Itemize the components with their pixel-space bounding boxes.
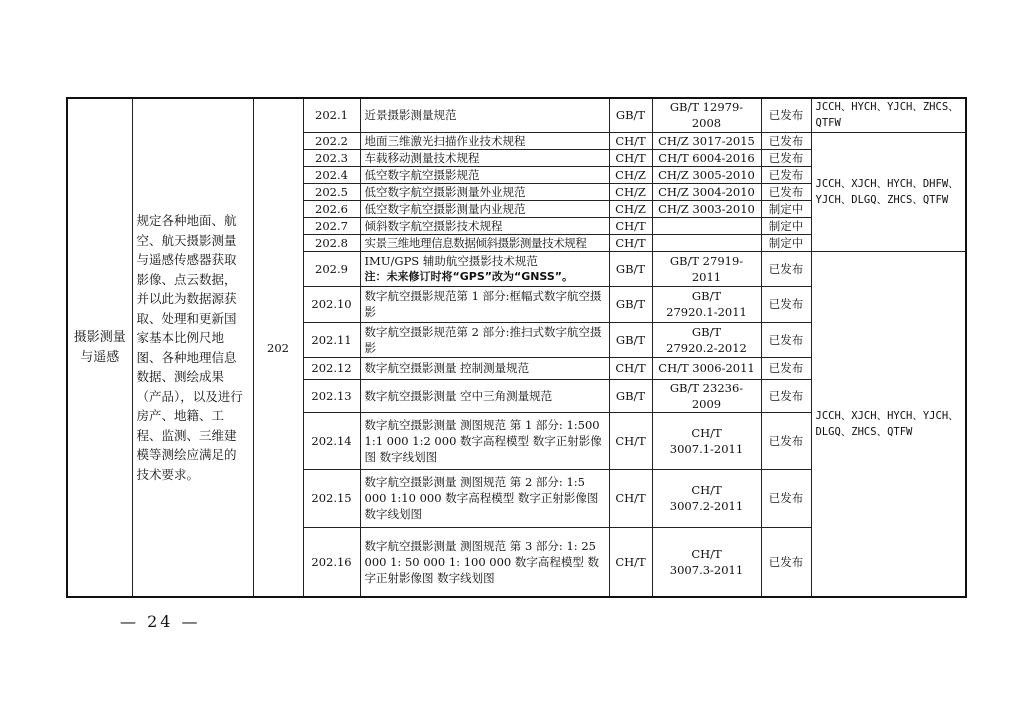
item-number: 202.15 [303, 469, 360, 527]
item-number: 202.2 [303, 132, 360, 149]
item-standard-number: 3007.1-2011 [669, 441, 744, 456]
item-type: CH/Z [609, 183, 652, 200]
item-name: 地面三维激光扫描作业技术规程 [360, 132, 609, 149]
item-status: 已发布 [761, 251, 811, 286]
item-type: GB/T [609, 286, 652, 322]
item-standard-number: 3007.3-2011 [669, 562, 744, 577]
item-standard-cell [652, 469, 761, 527]
item-type: CH/T [609, 527, 652, 597]
item-number: 202.10 [303, 286, 360, 322]
item-number: 202.7 [303, 217, 360, 234]
item-name: 数字航空摄影测量 测图规范 第 1 部分: 1:500 1:1 000 1:2 000 数字高程模型 数字正射影像图 数字线划图 [360, 412, 609, 469]
item-name-cell [360, 251, 609, 286]
item-name: 低空数字航空摄影测量外业规范 [360, 183, 609, 200]
item-number: 202.14 [303, 412, 360, 469]
item-standard [652, 234, 761, 251]
item-standard-prefix: CH/T [691, 483, 722, 497]
item-type: CH/T [609, 469, 652, 527]
item-status: 已发布 [761, 527, 811, 597]
item-status: 制定中 [761, 200, 811, 217]
item-name: 数字航空摄影测量 测图规范 第 2 部分: 1:5 000 1:10 000 数字高程模型 数字正射影像图 数字线划图 [360, 469, 609, 527]
item-type: CH/T [609, 132, 652, 149]
item-standard-prefix: GB/T [691, 324, 722, 339]
item-number: 202.6 [303, 200, 360, 217]
category-cell [67, 98, 132, 597]
item-status: 已发布 [761, 379, 811, 412]
item-note: 注：未来修订时将“GPS”改为“GNSS”。 [364, 269, 574, 283]
item-name: 数字航空摄影测量 空中三角测量规范 [360, 379, 609, 412]
item-type: CH/T [609, 412, 652, 469]
item-number: 202.11 [303, 322, 360, 357]
item-type: CH/T [609, 357, 652, 379]
item-status: 已发布 [761, 412, 811, 469]
item-type: CH/T [609, 149, 652, 166]
item-standard-prefix: CH/T [691, 546, 722, 561]
item-number: 202.12 [303, 357, 360, 379]
item-number: 202.16 [303, 527, 360, 597]
item-standard: CH/Z 3005-2010 [652, 166, 761, 183]
item-type: GB/T [609, 251, 652, 286]
scope-cell [132, 98, 253, 597]
item-name: 低空数字航空摄影测量内业规范 [360, 200, 609, 217]
item-type: GB/T [609, 322, 652, 357]
item-name: 数字航空摄影规范第 1 部分:框幅式数字航空摄影 [360, 286, 609, 322]
item-standard: CH/Z 3017-2015 [652, 132, 761, 149]
item-number: 202.8 [303, 234, 360, 251]
item-standard-number: 27920.2-2012 [666, 340, 747, 355]
item-status: 已发布 [761, 132, 811, 149]
item-standard-prefix: CH/T [691, 425, 722, 440]
item-status: 制定中 [761, 234, 811, 251]
item-standard: GB/T 27919-2011 [652, 251, 761, 286]
item-standard: CH/Z 3003-2010 [652, 200, 761, 217]
item-type: GB/T [609, 379, 652, 412]
item-standard [652, 217, 761, 234]
item-number: 202.9 [303, 251, 360, 286]
item-number: 202.3 [303, 149, 360, 166]
item-status: 已发布 [761, 98, 811, 132]
item-status: 制定中 [761, 217, 811, 234]
item-standard-cell [652, 412, 761, 469]
item-standard-cell [652, 322, 761, 357]
category-text: 摄影测量与遥感 [73, 329, 126, 365]
item-standard: CH/Z 3004-2010 [652, 183, 761, 200]
scope-text: 规定各种地面、航空、航天摄影测量与遥感传感器获取影像、点云数据，并以此为数据源获取、处理和更新国家基本比例尺地图、各种地理信息数据、测绘成果（产品），以及进行房产、地籍、工程、监测、三维建模等测绘应满足的技术要求。 [136, 213, 243, 482]
group-code-cell [253, 98, 303, 597]
item-name: 数字航空摄影测量 控制测量规范 [360, 357, 609, 379]
group-code: 202 [267, 340, 289, 355]
item-standard-prefix: GB/T [691, 289, 722, 303]
table-row [67, 98, 966, 132]
item-standard: CH/T 3006-2011 [652, 357, 761, 379]
item-status: 已发布 [761, 149, 811, 166]
units-cell-a: JCCH、HYCH、YJCH、ZHCS、QTFW [811, 98, 966, 132]
item-status: 已发布 [761, 322, 811, 357]
item-standard-number: 27920.1-2011 [666, 305, 747, 319]
item-name: 车载移动测量技术规程 [360, 149, 609, 166]
item-standard-cell [652, 286, 761, 322]
item-number: 202.5 [303, 183, 360, 200]
item-type: GB/T [609, 98, 652, 132]
item-name: 实景三维地理信息数据倾斜摄影测量技术规程 [360, 234, 609, 251]
units-cell-c: JCCH、XJCH、HYCH、YJCH、DLGQ、ZHCS、QTFW [811, 251, 966, 597]
item-type: CH/T [609, 217, 652, 234]
item-name: 数字航空摄影规范第 2 部分:推扫式数字航空摄影 [360, 322, 609, 357]
item-type: CH/Z [609, 200, 652, 217]
item-name: 倾斜数字航空摄影技术规程 [360, 217, 609, 234]
page-number: — 24 — [120, 612, 201, 631]
item-status: 已发布 [761, 183, 811, 200]
item-standard: GB/T 23236-2009 [652, 379, 761, 412]
item-name: 数字航空摄影测量 测图规范 第 3 部分: 1: 25 000 1: 50 000 1: 100 000 数字高程模型 数字正射影像图 数字线划图 [360, 527, 609, 597]
item-type: CH/Z [609, 166, 652, 183]
units-cell-b: JCCH、XJCH、HYCH、DHFW、YJCH、DLGQ、ZHCS、QTFW [811, 132, 966, 251]
item-name: IMU/GPS 辅助航空摄影技术规范 [364, 253, 538, 268]
item-name: 近景摄影测量规范 [360, 98, 609, 132]
item-type: CH/T [609, 234, 652, 251]
standards-table [66, 97, 967, 598]
item-name: 低空数字航空摄影规范 [360, 166, 609, 183]
item-standard: GB/T 12979-2008 [652, 98, 761, 132]
item-status: 已发布 [761, 286, 811, 322]
item-status: 已发布 [761, 469, 811, 527]
item-standard-cell [652, 527, 761, 597]
item-status: 已发布 [761, 166, 811, 183]
item-status: 已发布 [761, 357, 811, 379]
item-standard-number: 3007.2-2011 [669, 499, 744, 513]
item-standard: CH/T 6004-2016 [652, 149, 761, 166]
item-number: 202.13 [303, 379, 360, 412]
item-number: 202.1 [303, 98, 360, 132]
item-number: 202.4 [303, 166, 360, 183]
